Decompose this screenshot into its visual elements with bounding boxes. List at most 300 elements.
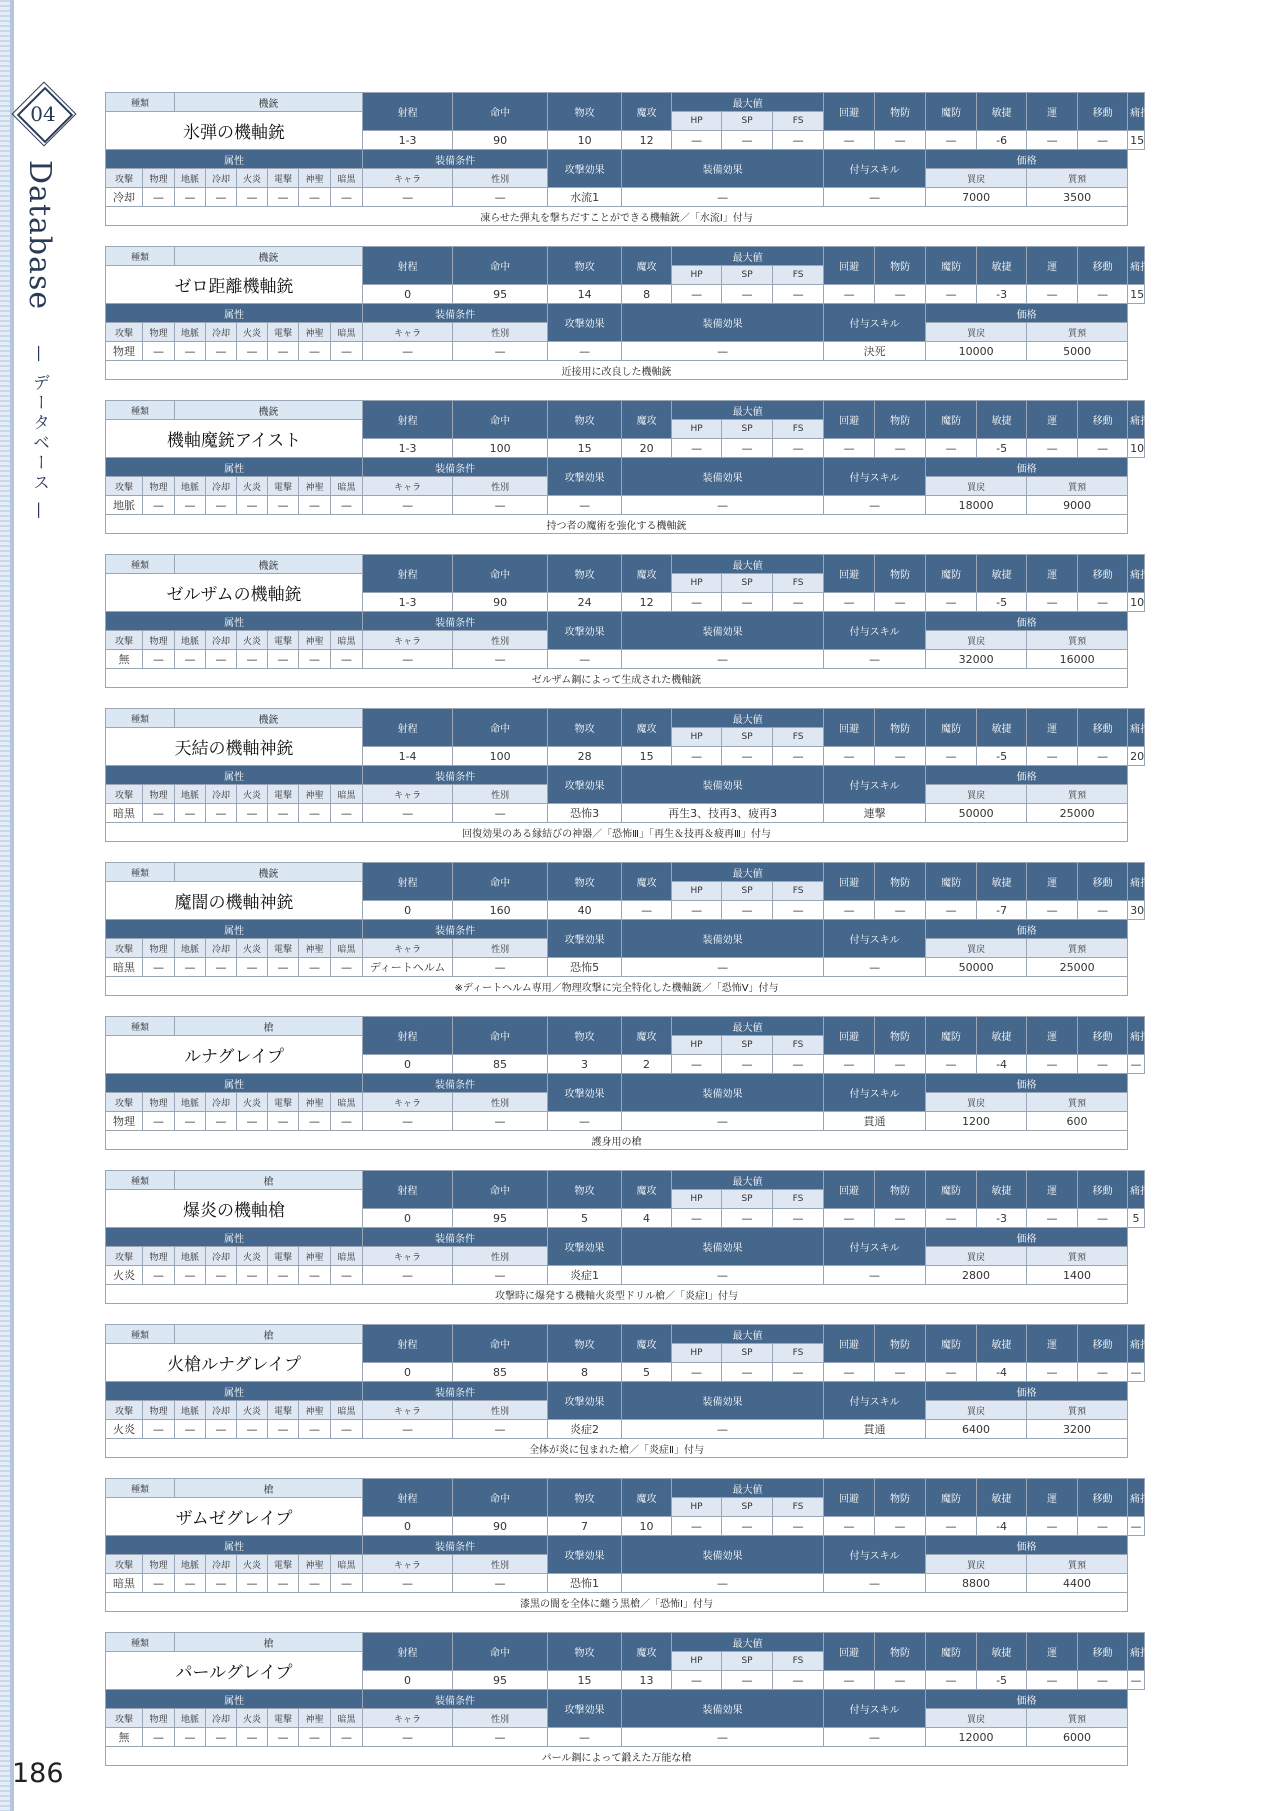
attr-electric: —: [268, 188, 299, 207]
stat-agi: -5: [977, 593, 1027, 612]
stat-fs: —: [773, 1209, 824, 1228]
stat-luck: —: [1027, 901, 1078, 920]
pdef-header: 物防: [875, 863, 926, 901]
evade-header: 回避: [824, 1479, 875, 1517]
attr-fire-header: 火炎: [237, 631, 268, 650]
price-header: 価格: [926, 1690, 1128, 1709]
equip-chara: —: [363, 1420, 453, 1439]
stat-agi: -4: [977, 1055, 1027, 1074]
patk-header: 物攻: [548, 247, 622, 285]
chara-subheader: キャラ: [363, 1093, 453, 1112]
attr-holy: —: [299, 804, 331, 823]
price-sell: 25000: [1027, 958, 1128, 977]
mdef-header: 魔防: [926, 555, 977, 593]
hp-subheader: HP: [672, 266, 722, 285]
item-description: 護身用の槍: [106, 1131, 1128, 1150]
patk-header: 物攻: [548, 93, 622, 131]
kind-value: 槍: [175, 1325, 363, 1344]
stat-agi: -5: [977, 747, 1027, 766]
equip-effect-header: 装備効果: [622, 1228, 824, 1266]
item-description: 全体が炎に包まれた槍／「炎症Ⅱ」付与: [106, 1439, 1128, 1458]
equip-effect: —: [622, 1574, 824, 1593]
stat-range: 0: [363, 1671, 453, 1690]
attr-electric-header: 電撃: [268, 1093, 299, 1112]
fs-subheader: FS: [773, 1344, 824, 1363]
mdef-header: 魔防: [926, 709, 977, 747]
attr-cold: —: [206, 804, 237, 823]
stat-move: —: [1078, 285, 1128, 304]
equip-gender: —: [453, 1728, 548, 1747]
max-header: 最大値: [672, 863, 824, 882]
atk-effect-header: 攻撃効果: [548, 150, 622, 188]
gender-subheader: 性別: [453, 785, 548, 804]
buy-subheader: 買戻: [926, 1709, 1027, 1728]
crit-header: 痛打: [1128, 709, 1145, 747]
gender-subheader: 性別: [453, 631, 548, 650]
stat-patk: 14: [548, 285, 622, 304]
equip-effect-header: 装備効果: [622, 1536, 824, 1574]
agi-header: 敏捷: [977, 1633, 1027, 1671]
attr-electric: —: [268, 1420, 299, 1439]
stat-move: —: [1078, 1055, 1128, 1074]
attr-cold-header: 冷却: [206, 477, 237, 496]
stat-hp: —: [672, 1209, 722, 1228]
chara-subheader: キャラ: [363, 631, 453, 650]
luck-header: 運: [1027, 709, 1078, 747]
price-header: 価格: [926, 1074, 1128, 1093]
price-buy: 2800: [926, 1266, 1027, 1285]
attr-holy-header: 神聖: [299, 1709, 331, 1728]
attr-earth-header: 地脈: [175, 1093, 206, 1112]
equip-chara: —: [363, 804, 453, 823]
stat-sp: —: [722, 901, 773, 920]
attr-electric-header: 電撃: [268, 1555, 299, 1574]
stat-mdef: —: [926, 439, 977, 458]
crit-header: 痛打: [1128, 1171, 1145, 1209]
price-buy: 1200: [926, 1112, 1027, 1131]
gender-subheader: 性別: [453, 939, 548, 958]
chara-subheader: キャラ: [363, 939, 453, 958]
attr-holy: —: [299, 496, 331, 515]
agi-header: 敏捷: [977, 863, 1027, 901]
attr-cold: —: [206, 496, 237, 515]
attr-holy: —: [299, 1266, 331, 1285]
stat-luck: —: [1027, 285, 1078, 304]
agi-header: 敏捷: [977, 93, 1027, 131]
stat-mdef: —: [926, 1209, 977, 1228]
pdef-header: 物防: [875, 1017, 926, 1055]
stat-fs: —: [773, 285, 824, 304]
attack-effect: —: [548, 1112, 622, 1131]
stat-luck: —: [1027, 1671, 1078, 1690]
stat-matk: 20: [622, 439, 672, 458]
kind-label: 種類: [106, 1633, 175, 1652]
item-entry: [105, 708, 1151, 861]
equip-cond-header: 装備条件: [363, 304, 548, 323]
range-header: 射程: [363, 1325, 453, 1363]
grant-skill-header: 付与スキル: [824, 612, 926, 650]
attributes-row: [106, 1266, 1145, 1285]
attr-dark-header: 暗黒: [331, 631, 363, 650]
fs-subheader: FS: [773, 112, 824, 131]
atk-effect-header: 攻撃効果: [548, 1228, 622, 1266]
stat-move: —: [1078, 1363, 1128, 1382]
attr-fire: —: [237, 1112, 268, 1131]
attr-physical-header: 物理: [143, 477, 175, 496]
equip-cond-header: 装備条件: [363, 458, 548, 477]
grant-skill-header: 付与スキル: [824, 1690, 926, 1728]
sell-subheader: 質預: [1027, 1555, 1128, 1574]
evade-header: 回避: [824, 401, 875, 439]
agi-header: 敏捷: [977, 555, 1027, 593]
equip-chara: —: [363, 1574, 453, 1593]
attr-earth-header: 地脈: [175, 631, 206, 650]
kind-label: 種類: [106, 247, 175, 266]
kind-label: 種類: [106, 863, 175, 882]
attr-physical-header: 物理: [143, 323, 175, 342]
grant-skill-header: 付与スキル: [824, 1382, 926, 1420]
attr-physical: —: [143, 1574, 175, 1593]
attr-attack: 無: [106, 650, 143, 669]
attr-cold: —: [206, 342, 237, 361]
equip-effect-header: 装備効果: [622, 1074, 824, 1112]
stat-matk: 8: [622, 285, 672, 304]
evade-header: 回避: [824, 1017, 875, 1055]
stat-mdef: —: [926, 131, 977, 150]
attr-cold-header: 冷却: [206, 1555, 237, 1574]
matk-header: 魔攻: [622, 401, 672, 439]
stat-move: —: [1078, 747, 1128, 766]
stat-hp: —: [672, 131, 722, 150]
attr-attack-header: 攻撃: [106, 323, 143, 342]
hit-header: 命中: [453, 709, 548, 747]
attr-dark-header: 暗黒: [331, 1093, 363, 1112]
stat-hp: —: [672, 901, 722, 920]
stat-hp: —: [672, 1517, 722, 1536]
sell-subheader: 質預: [1027, 323, 1128, 342]
kind-value: 機銃: [175, 247, 363, 266]
attr-physical-header: 物理: [143, 1093, 175, 1112]
gender-subheader: 性別: [453, 1093, 548, 1112]
equip-effect: —: [622, 1728, 824, 1747]
attr-dark: —: [331, 1112, 363, 1131]
hp-subheader: HP: [672, 1498, 722, 1517]
luck-header: 運: [1027, 1017, 1078, 1055]
attr-attack-header: 攻撃: [106, 169, 143, 188]
sell-subheader: 質預: [1027, 477, 1128, 496]
attr-dark-header: 暗黒: [331, 477, 363, 496]
stat-pdef: —: [875, 1209, 926, 1228]
kind-value: 機銃: [175, 401, 363, 420]
item-table: [105, 1632, 1151, 1766]
price-header: 価格: [926, 1382, 1128, 1401]
stat-crit: 15: [1128, 131, 1145, 150]
attr-fire-header: 火炎: [237, 169, 268, 188]
stat-range: 1-3: [363, 593, 453, 612]
stat-patk: 5: [548, 1209, 622, 1228]
patk-header: 物攻: [548, 1017, 622, 1055]
item-entry: [105, 400, 1151, 553]
stat-hit: 90: [453, 1517, 548, 1536]
attr-cold-header: 冷却: [206, 1401, 237, 1420]
stat-evade: —: [824, 1363, 875, 1382]
equip-gender: —: [453, 1574, 548, 1593]
attr-electric-header: 電撃: [268, 1709, 299, 1728]
crit-header: 痛打: [1128, 1479, 1145, 1517]
attr-dark: —: [331, 342, 363, 361]
stat-crit: —: [1128, 1363, 1145, 1382]
hp-subheader: HP: [672, 574, 722, 593]
attributes-row: [106, 1420, 1145, 1439]
grant-skill-header: 付与スキル: [824, 766, 926, 804]
stat-sp: —: [722, 747, 773, 766]
sp-subheader: SP: [722, 112, 773, 131]
mdef-header: 魔防: [926, 93, 977, 131]
mdef-header: 魔防: [926, 863, 977, 901]
grant-skill: —: [824, 650, 926, 669]
stat-range: 0: [363, 901, 453, 920]
stat-hp: —: [672, 593, 722, 612]
attr-electric: —: [268, 1266, 299, 1285]
mdef-header: 魔防: [926, 1479, 977, 1517]
chara-subheader: キャラ: [363, 1555, 453, 1574]
equip-effect-header: 装備効果: [622, 766, 824, 804]
stat-range: 1-3: [363, 439, 453, 458]
sell-subheader: 質預: [1027, 1247, 1128, 1266]
stat-sp: —: [722, 1055, 773, 1074]
attr-attack-header: 攻撃: [106, 477, 143, 496]
stat-sp: —: [722, 593, 773, 612]
attr-earth-header: 地脈: [175, 785, 206, 804]
attr-fire-header: 火炎: [237, 1709, 268, 1728]
chara-subheader: キャラ: [363, 169, 453, 188]
equip-effect-header: 装備効果: [622, 150, 824, 188]
attr-physical-header: 物理: [143, 1247, 175, 1266]
stat-matk: 12: [622, 593, 672, 612]
stat-luck: —: [1027, 439, 1078, 458]
crit-header: 痛打: [1128, 247, 1145, 285]
stat-matk: 12: [622, 131, 672, 150]
crit-header: 痛打: [1128, 93, 1145, 131]
attr-earth-header: 地脈: [175, 477, 206, 496]
attr-cold: —: [206, 188, 237, 207]
patk-header: 物攻: [548, 1479, 622, 1517]
attr-fire: —: [237, 1420, 268, 1439]
hp-subheader: HP: [672, 1190, 722, 1209]
hit-header: 命中: [453, 555, 548, 593]
fs-subheader: FS: [773, 1036, 824, 1055]
sp-subheader: SP: [722, 420, 773, 439]
item-description: 凍らせた弾丸を撃ちだすことができる機軸銃／「水流Ⅰ」付与: [106, 207, 1128, 226]
matk-header: 魔攻: [622, 247, 672, 285]
buy-subheader: 買戻: [926, 631, 1027, 650]
kind-value: 機銃: [175, 863, 363, 882]
attr-physical: —: [143, 1112, 175, 1131]
equip-effect: —: [622, 1420, 824, 1439]
attr-dark-header: 暗黒: [331, 1709, 363, 1728]
equip-gender: —: [453, 1266, 548, 1285]
buy-subheader: 買戻: [926, 169, 1027, 188]
mdef-header: 魔防: [926, 247, 977, 285]
kind-label: 種類: [106, 93, 175, 112]
attr-fire: —: [237, 650, 268, 669]
stat-move: —: [1078, 1671, 1128, 1690]
item-table: [105, 1170, 1151, 1304]
sp-subheader: SP: [722, 1498, 773, 1517]
equip-gender: —: [453, 1112, 548, 1131]
attr-cold-header: 冷却: [206, 1247, 237, 1266]
hit-header: 命中: [453, 1017, 548, 1055]
matk-header: 魔攻: [622, 863, 672, 901]
hit-header: 命中: [453, 1325, 548, 1363]
move-header: 移動: [1078, 863, 1128, 901]
equip-cond-header: 装備条件: [363, 1074, 548, 1093]
fs-subheader: FS: [773, 728, 824, 747]
kind-label: 種類: [106, 1017, 175, 1036]
range-header: 射程: [363, 863, 453, 901]
agi-header: 敏捷: [977, 1325, 1027, 1363]
attr-cold-header: 冷却: [206, 785, 237, 804]
stat-luck: —: [1027, 131, 1078, 150]
atk-effect-header: 攻撃効果: [548, 1690, 622, 1728]
stat-evade: —: [824, 1517, 875, 1536]
stat-range: 1-4: [363, 747, 453, 766]
attr-earth-header: 地脈: [175, 939, 206, 958]
attr-dark-header: 暗黒: [331, 785, 363, 804]
pdef-header: 物防: [875, 709, 926, 747]
max-header: 最大値: [672, 1479, 824, 1498]
move-header: 移動: [1078, 247, 1128, 285]
attr-attack: 物理: [106, 342, 143, 361]
attribute-header: 属性: [106, 612, 363, 631]
grant-skill-header: 付与スキル: [824, 920, 926, 958]
equip-cond-header: 装備条件: [363, 920, 548, 939]
item-database-list: [105, 92, 1151, 1786]
price-header: 価格: [926, 920, 1128, 939]
attr-holy-header: 神聖: [299, 631, 331, 650]
hit-header: 命中: [453, 1633, 548, 1671]
sell-subheader: 質預: [1027, 631, 1128, 650]
stat-hit: 95: [453, 285, 548, 304]
item-name: 火槍ルナグレイプ: [106, 1344, 363, 1382]
patk-header: 物攻: [548, 555, 622, 593]
stat-pdef: —: [875, 439, 926, 458]
max-header: 最大値: [672, 93, 824, 112]
attribute-header: 属性: [106, 1228, 363, 1247]
stat-luck: —: [1027, 1517, 1078, 1536]
grant-skill-header: 付与スキル: [824, 150, 926, 188]
buy-subheader: 買戻: [926, 1093, 1027, 1112]
attr-attack-header: 攻撃: [106, 631, 143, 650]
patk-header: 物攻: [548, 1325, 622, 1363]
stat-luck: —: [1027, 593, 1078, 612]
sp-subheader: SP: [722, 266, 773, 285]
gender-subheader: 性別: [453, 1555, 548, 1574]
equip-chara: —: [363, 1112, 453, 1131]
atk-effect-header: 攻撃効果: [548, 1074, 622, 1112]
item-table: [105, 246, 1151, 380]
equip-chara: —: [363, 1728, 453, 1747]
attr-earth: —: [175, 650, 206, 669]
matk-header: 魔攻: [622, 709, 672, 747]
attr-cold-header: 冷却: [206, 1709, 237, 1728]
stat-crit: —: [1128, 1671, 1145, 1690]
crit-header: 痛打: [1128, 1325, 1145, 1363]
item-name: ゼロ距離機軸銃: [106, 266, 363, 304]
attr-attack: 火炎: [106, 1420, 143, 1439]
stat-agi: -4: [977, 1517, 1027, 1536]
stat-hit: 100: [453, 747, 548, 766]
price-header: 価格: [926, 612, 1128, 631]
attr-dark: —: [331, 650, 363, 669]
attr-fire-header: 火炎: [237, 477, 268, 496]
chara-subheader: キャラ: [363, 323, 453, 342]
attr-holy-header: 神聖: [299, 169, 331, 188]
attr-electric-header: 電撃: [268, 1401, 299, 1420]
attr-earth: —: [175, 1420, 206, 1439]
item-entry: [105, 92, 1151, 245]
attribute-header: 属性: [106, 1074, 363, 1093]
hit-header: 命中: [453, 401, 548, 439]
attr-holy-header: 神聖: [299, 785, 331, 804]
attr-physical-header: 物理: [143, 169, 175, 188]
pdef-header: 物防: [875, 1633, 926, 1671]
attr-attack: 暗黒: [106, 804, 143, 823]
kind-label: 種類: [106, 1171, 175, 1190]
price-header: 価格: [926, 766, 1128, 785]
stat-fs: —: [773, 1517, 824, 1536]
attr-physical: —: [143, 958, 175, 977]
price-sell: 600: [1027, 1112, 1128, 1131]
stat-matk: 5: [622, 1363, 672, 1382]
attr-physical-header: 物理: [143, 1401, 175, 1420]
sell-subheader: 質預: [1027, 1709, 1128, 1728]
attributes-row: [106, 342, 1145, 361]
attr-cold: —: [206, 1420, 237, 1439]
attributes-row: [106, 1574, 1145, 1593]
stat-agi: -3: [977, 1209, 1027, 1228]
buy-subheader: 買戻: [926, 477, 1027, 496]
stat-evade: —: [824, 439, 875, 458]
item-entry: [105, 1324, 1151, 1477]
item-name: ルナグレイプ: [106, 1036, 363, 1074]
max-header: 最大値: [672, 709, 824, 728]
sp-subheader: SP: [722, 728, 773, 747]
attribute-header: 属性: [106, 1690, 363, 1709]
stat-hit: 95: [453, 1671, 548, 1690]
luck-header: 運: [1027, 555, 1078, 593]
stat-crit: 5: [1128, 1209, 1145, 1228]
attr-holy: —: [299, 650, 331, 669]
atk-effect-header: 攻撃効果: [548, 766, 622, 804]
mdef-header: 魔防: [926, 1325, 977, 1363]
price-buy: 18000: [926, 496, 1027, 515]
stat-mdef: —: [926, 1363, 977, 1382]
equip-gender: —: [453, 958, 548, 977]
attr-dark-header: 暗黒: [331, 323, 363, 342]
stat-agi: -3: [977, 285, 1027, 304]
stat-mdef: —: [926, 593, 977, 612]
move-header: 移動: [1078, 1479, 1128, 1517]
stat-hit: 100: [453, 439, 548, 458]
stat-matk: 13: [622, 1671, 672, 1690]
attr-holy: —: [299, 1420, 331, 1439]
stat-range: 0: [363, 1055, 453, 1074]
stat-sp: —: [722, 131, 773, 150]
attr-attack-header: 攻撃: [106, 939, 143, 958]
attr-holy: —: [299, 1574, 331, 1593]
sp-subheader: SP: [722, 1344, 773, 1363]
